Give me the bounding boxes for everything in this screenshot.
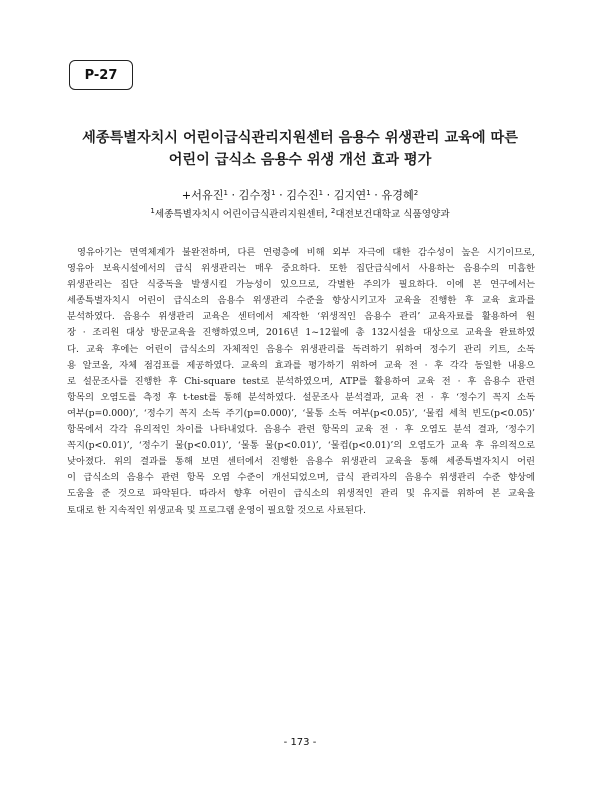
- page-number: - 173 -: [283, 737, 317, 748]
- abstract-line: 꼭지(p<0.01)’, ‘정수기 물(p<0.01)’, ‘물통 물(p<0.01)’, ‘물컵(p<0.01)’의 오염도가 교육 후 유의적으로: [67, 440, 535, 452]
- abstract-line: 다. 교육 후에는 어린이 급식소의 자체적인 음용수 위생관리를 독려하기 위하여 정수기 관리 키트, 소독: [67, 343, 535, 355]
- title-line: 어린이 급식소 음용수 위생 개선 효과 평가: [168, 152, 432, 168]
- author-affiliation-index: 1: [271, 189, 276, 197]
- abstract-line: 이 급식소의 음용수 관련 항목 오염 수준이 개선되었으며, 급식 관리자의 음용수 위생관리 수준 향상에: [67, 472, 535, 484]
- author-separator: ·: [275, 189, 287, 202]
- abstract-line: 도움을 준 것으로 파악된다. 따라서 향후 어린이 급식소의 위생적인 관리 및 유지를 위하여 본 교육을: [67, 488, 535, 500]
- abstract-line: 로 설문조사를 진행한 후 Chi-square test로 분석하였으며, ATP를 활용하여 교육 전 · 후 음용수 관련: [67, 375, 535, 387]
- abstract-line: 영유아기는 면역체계가 불완전하며, 다른 연령층에 비해 외부 자극에 대한 감수성이 높은 시기이므로,: [77, 247, 535, 258]
- author-affiliation-index: 2: [413, 189, 419, 197]
- author-separator: ·: [323, 189, 334, 202]
- paper-title: [40, 127, 560, 171]
- author-separator: ·: [228, 189, 239, 202]
- abstract-line: 용 알코올, 자체 점검표를 제공하였다. 교육의 효과를 평가하기 위하여 교육 전 · 후 각각 동일한 내용으: [67, 359, 535, 371]
- affiliation-name: 세종특별자치시 어린이급식관리지원센터,: [154, 209, 328, 220]
- affiliation-index: 1: [150, 207, 155, 215]
- affiliation-index: 2: [330, 207, 336, 215]
- abstract-line: 위생관리는 집단 식중독을 발생시킬 가능성이 있으므로, 각별한 주의가 필요하다. 이에 본 연구에서는: [67, 279, 535, 291]
- poster-code-badge: P-27: [69, 60, 133, 90]
- abstract-line: 낮아졌다. 위의 결과를 통해 보면 센터에서 진행한 음용수 위생관리 교육을 통해 세종특별자치시 어린: [67, 456, 535, 468]
- abstract-line: 여부(p=0.000)’, ‘정수기 꼭지 소독 주기(p=0.000)’, ‘물통 소독 여부(p<0.05)’, ‘물컵 세척 빈도(p<0.05)’: [67, 407, 535, 419]
- abstract-line: 장 · 조리원 대상 방문교육을 진행하였으며, 2016년 1~12월에 총 132시설을 대상으로 교육을 완료하였: [67, 327, 535, 339]
- author-separator: ·: [370, 189, 382, 202]
- author-affiliation-index: 1: [318, 189, 324, 197]
- affiliation-list: [40, 208, 560, 222]
- affiliation-name: 대전보건대학교 식품영양과: [335, 209, 450, 220]
- author-name: 김지연: [333, 189, 367, 202]
- author-affiliation-index: 1: [366, 189, 371, 197]
- author-name: 유경혜: [381, 189, 414, 202]
- author-name: 김수진: [286, 189, 319, 202]
- abstract-body: [67, 245, 535, 519]
- title-line: 세종특별자치시 어린이급식관리지원센터 음용수 위생관리 교육에 따른: [82, 130, 518, 146]
- author-mark: +: [181, 189, 192, 202]
- abstract-line: 분석하였다. 음용수 위생관리 교육은 센터에서 제작한 ‘위생적인 음용수 관리’ 교육자료를 활용하여 원: [67, 311, 535, 323]
- abstract-line: 영유아 보육시설에서의 급식 위생관리는 매우 중요하다. 또한 집단급식에서 사용하는 음용수의 미흡한: [67, 263, 535, 275]
- author-name: 김수정: [238, 189, 272, 202]
- abstract-line: 항목에서 각각 유의적인 차이를 나타내었다. 음용수 관련 항목의 교육 전 · 후 오염도 분석 결과, ‘정수기: [67, 424, 535, 436]
- abstract-line: 항목의 오염도를 측정 후 t-test를 통해 분석하였다. 설문조사 분석결과, 교육 전 · 후 ‘정수기 꼭지 소독: [67, 391, 535, 403]
- author-name: 서유진: [191, 189, 224, 202]
- author-list: [40, 188, 560, 204]
- abstract-line: 토대로 한 지속적인 위생교육 및 프로그램 운영이 필요할 것으로 사료된다.: [67, 504, 366, 516]
- author-affiliation-index: 1: [223, 189, 228, 197]
- abstract-line: 세종특별자치시 어린이 급식소의 음용수 위생관리 수준을 향상시키고자 교육을 진행한 후 교육 효과를: [67, 295, 535, 307]
